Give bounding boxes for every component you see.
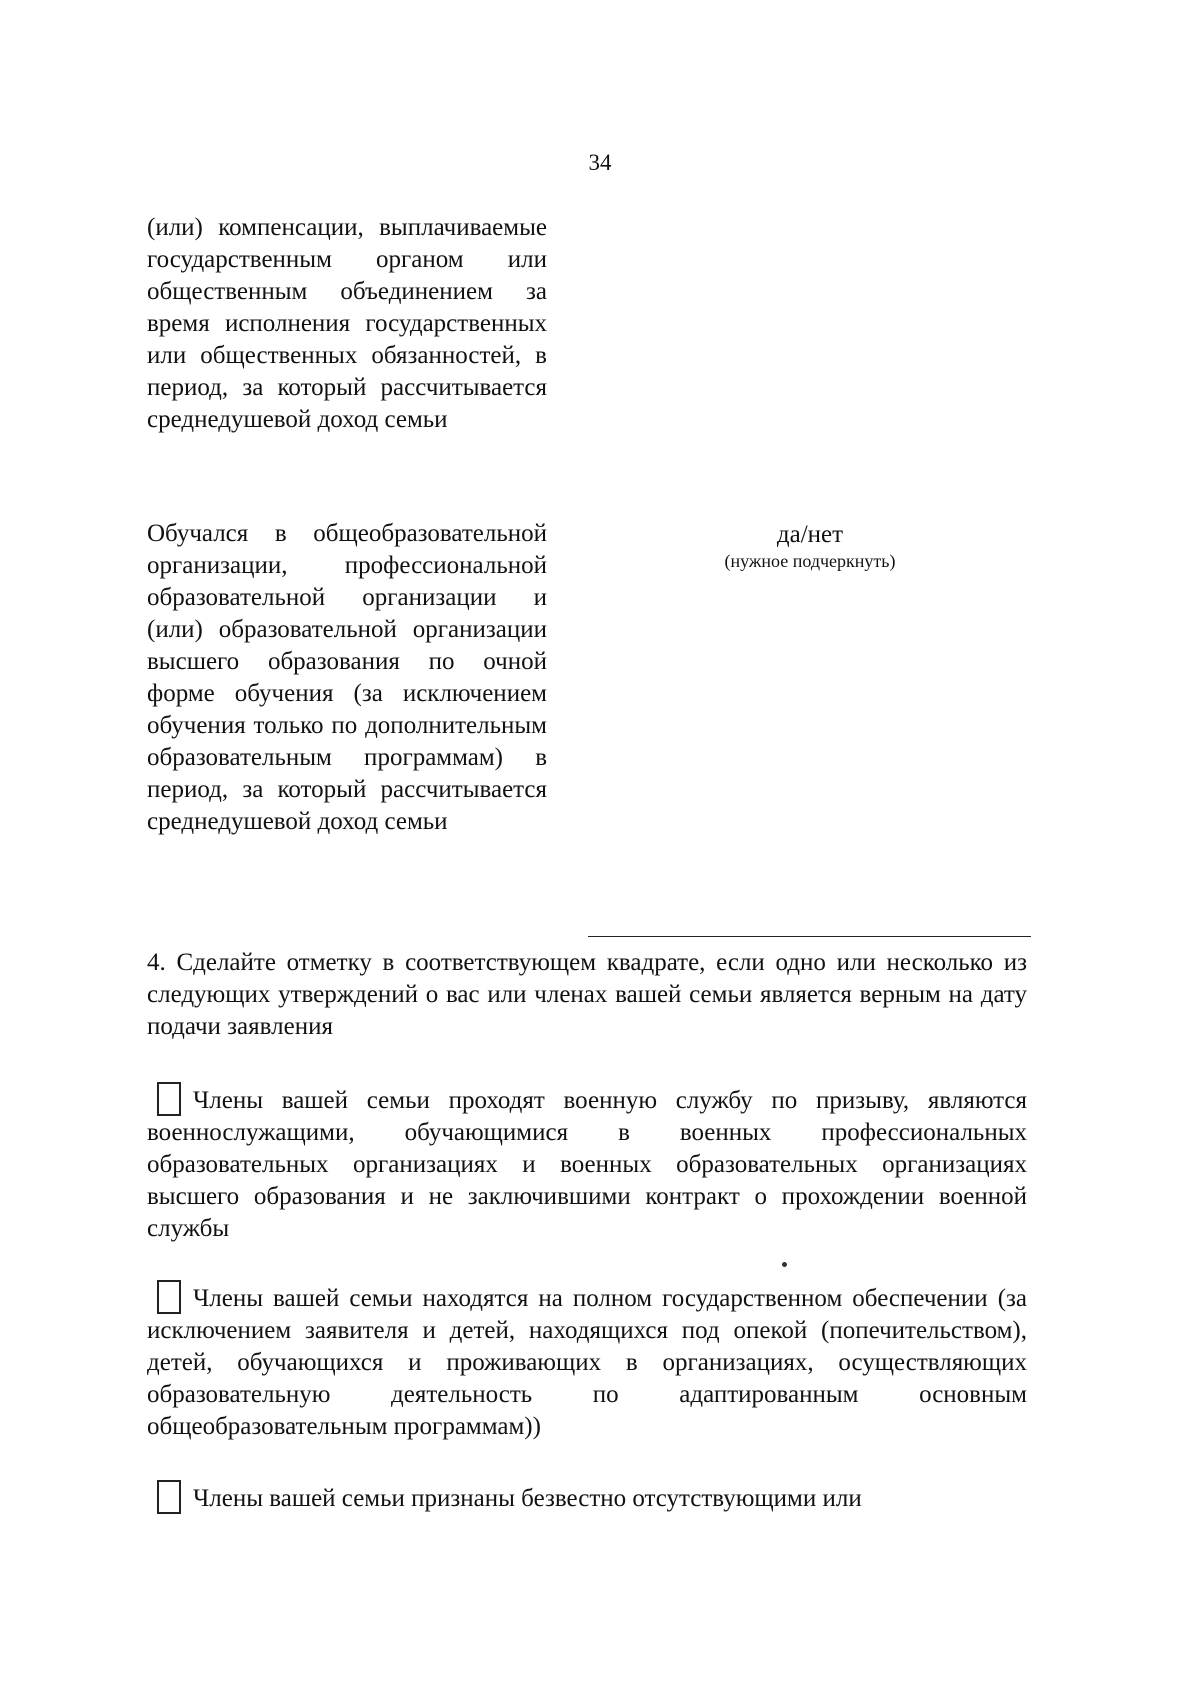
answer-yes-no[interactable]: да/нет	[776, 521, 844, 548]
option-missing-persons-text: Члены вашей семьи признаны безвестно отсутствующими или	[193, 1485, 862, 1512]
income-compensation-text: (или) компенсации, выплачиваемые государственным органом или общественным объединением за время исполнения государственных или общественных обязанностей, в период, за который рассчитывается среднедушевой доход семьи	[147, 214, 547, 433]
education-status-text: Обучался в общеобразовательной организации, профессиональной образовательной организации и (или) образовательной организации высшего образования по очной форме обучения (за исключением обучения только по дополнительным образовательным программам) в период, за который рассчитывается среднедушевой доход семьи	[147, 520, 547, 835]
option-military-service	[147, 1082, 1027, 1245]
answer-underline	[588, 936, 1031, 937]
checkbox-missing-persons[interactable]	[157, 1480, 181, 1514]
option-missing-persons	[147, 1480, 1027, 1515]
option-military-service-text: Члены вашей семьи проходят военную службу по призыву, являются военнослужащими, обучающимися в военных профессиональных образовательных организациях и военных образовательных организациях высшего образования и не заключившими контракт о прохождении военной службы	[147, 1087, 1027, 1242]
checkbox-military-service[interactable]	[157, 1082, 181, 1116]
section-4-instructions: 4. Сделайте отметку в соответствующем квадрате, если одно или несколько из следующих утверждений о вас или членах вашей семьи является верным на дату подачи заявления	[147, 949, 1027, 1040]
answer-field[interactable]	[680, 520, 940, 572]
page-number: 34	[588, 150, 612, 175]
answer-hint: (нужное подчеркнуть)	[724, 551, 896, 571]
stray-mark	[781, 1261, 788, 1268]
checkbox-state-support[interactable]	[157, 1280, 181, 1314]
option-state-support	[147, 1280, 1027, 1443]
option-state-support-text: Члены вашей семьи находятся на полном государственном обеспечении (за исключением заявителя и детей, находящихся под опекой (попечительством), детей, обучающихся и проживающих в организациях, осуществляющих образовательную деятельность по адаптированным основным общеобразовательным программам))	[147, 1285, 1027, 1440]
